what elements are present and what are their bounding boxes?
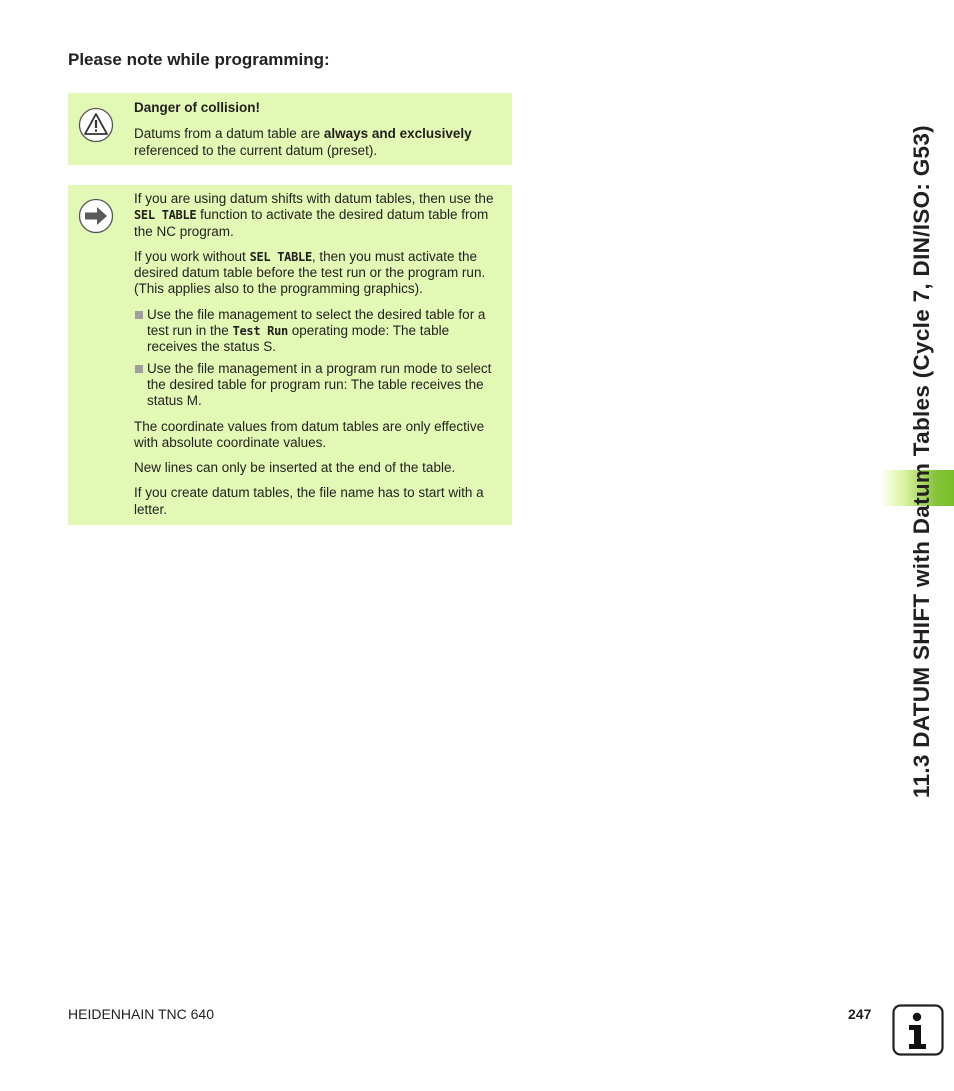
manual-name: HEIDENHAIN TNC 640 (68, 1006, 215, 1022)
arrow-right-icon (78, 198, 114, 234)
warning-title: Danger of collision! (134, 100, 261, 115)
info-icon (892, 1004, 944, 1056)
list-item: Use the file management to select the desired table for a test run in the Test Run operating mode: The table receives the status S. (134, 307, 502, 356)
chapter-side-title: 11.3 DATUM SHIFT with Datum Tables (Cycle 7, DIN/ISO: G53) (909, 125, 934, 798)
bullet-square-icon (135, 311, 143, 319)
list-item: Use the file management in a program run mode to select the desired table for program run: The table receives the status M. (134, 361, 502, 410)
collision-warning-box (68, 93, 512, 165)
note-bullet-list (134, 307, 502, 410)
section-heading: Please note while programming: (68, 50, 330, 69)
note-paragraph-without-sel-table: If you work without SEL TABLE, then you must activate the desired datum table before the test run or the program run. (This applies also to the programming graphics). (134, 248, 486, 297)
page-number: 247 (848, 1006, 872, 1022)
warning-text: Datums from a datum table are always and exclusively referenced to the current datum (preset). (134, 126, 472, 158)
bullet-square-icon (135, 365, 143, 373)
warning-triangle-icon (78, 107, 114, 143)
note-paragraph-new-lines: New lines can only be inserted at the end of the table. (134, 460, 456, 476)
note-paragraph-absolute: The coordinate values from datum tables are only effective with absolute coordinate values. (134, 418, 485, 450)
programming-note-box (68, 185, 512, 525)
note-paragraph-file-name: If you create datum tables, the file name has to start with a letter. (134, 485, 484, 517)
note-paragraph-sel-table: If you are using datum shifts with datum tables, then use the SEL TABLE function to activate the desired datum table from the NC program. (134, 191, 494, 239)
